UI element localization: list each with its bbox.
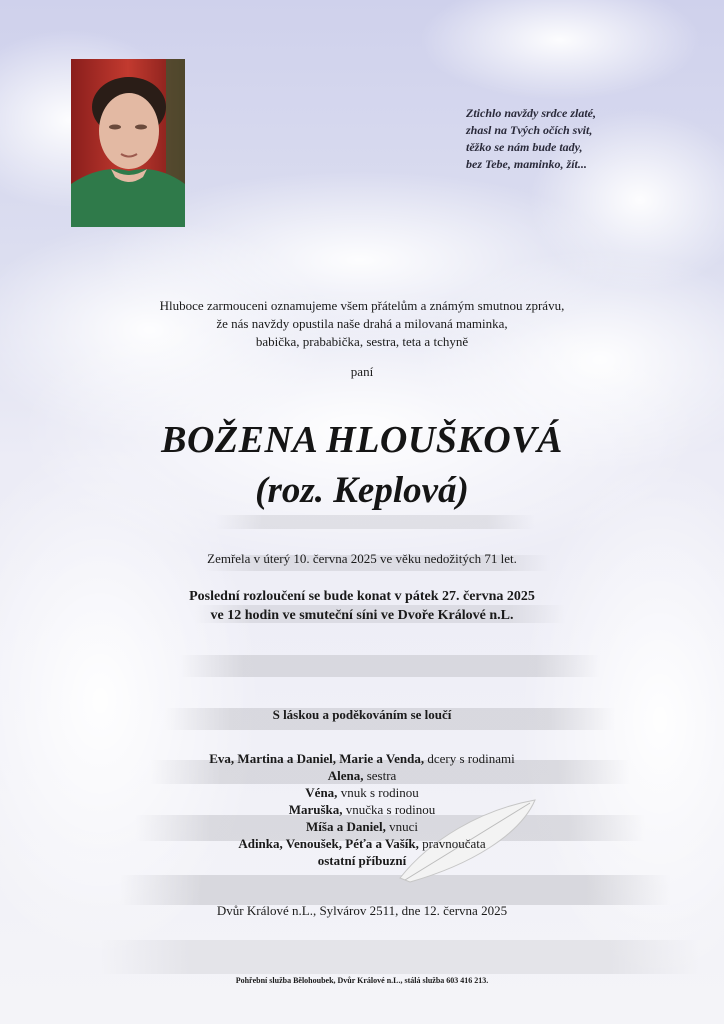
poem-line: zhasl na Tvých očích svit, xyxy=(466,123,593,137)
mourner-names: Míša a Daniel, xyxy=(306,819,386,834)
portrait-image xyxy=(71,59,185,227)
mourner-names: Adinka, Venoušek, Péťa a Vašík, xyxy=(238,836,419,851)
mourner-names: Alena, xyxy=(327,768,364,783)
mourner-row xyxy=(0,801,724,818)
portrait-photo xyxy=(71,59,185,227)
announcement-intro xyxy=(0,297,724,351)
mourner-row xyxy=(0,784,724,801)
mourner-relation: dcery s rodinami xyxy=(427,751,515,766)
mourner-names: Véna, xyxy=(305,785,338,800)
funeral-date-line: Poslední rozloučení se bude konat v pátek 27. června 2025 xyxy=(189,589,535,604)
intro-line: Hluboce zarmouceni oznamujeme všem přátelům a známým smutnou zprávu, xyxy=(159,298,565,313)
mourner-row xyxy=(0,767,724,784)
mourner-row xyxy=(0,852,724,869)
funeral-place-line: ve 12 hodin ve smuteční síni ve Dvoře Králové n.L. xyxy=(210,608,514,623)
intro-line: babička, prababička, sestra, teta a tchyně xyxy=(255,334,469,349)
mourner-row xyxy=(0,750,724,767)
death-notice: Zemřela v úterý 10. června 2025 ve věku nedožitých 71 let. xyxy=(207,551,517,566)
intro-line: že nás navždy opustila naše drahá a milovaná maminka, xyxy=(216,316,508,331)
salutation: paní xyxy=(350,364,374,379)
mourner-relation: vnuci xyxy=(389,819,418,834)
mourner-relation: vnuk s rodinou xyxy=(340,785,419,800)
mourner-names: ostatní příbuzní xyxy=(317,853,407,868)
maiden-name: (roz. Keplová) xyxy=(255,470,469,511)
mourner-relation: vnučka s rodinou xyxy=(345,802,436,817)
mourner-row xyxy=(0,835,724,852)
farewell-heading: S láskou a poděkováním se loučí xyxy=(272,707,452,722)
mourner-relation: sestra xyxy=(366,768,397,783)
mourners-list xyxy=(0,750,724,869)
mourner-row xyxy=(0,818,724,835)
place-and-date: Dvůr Králové n.L., Sylvárov 2511, dne 12. června 2025 xyxy=(216,903,508,918)
poem-line: těžko se nám bude tady, xyxy=(466,140,583,154)
poem-line: bez Tebe, maminko, žít... xyxy=(466,157,587,171)
mourner-names: Maruška, xyxy=(288,802,343,817)
funeral-service-footer: Pohřební služba Bělohoubek, Dvůr Králové n.L., stálá služba 603 416 213. xyxy=(235,976,489,985)
funeral-info xyxy=(0,587,724,625)
deceased-name: BOŽENA HLOUŠKOVÁ xyxy=(161,419,563,461)
mourner-names: Eva, Martina a Daniel, Marie a Venda, xyxy=(209,751,425,766)
poem-line: Ztichlo navždy srdce zlaté, xyxy=(466,106,596,120)
memorial-poem xyxy=(466,105,706,173)
mourner-relation: pravnoučata xyxy=(422,836,486,851)
